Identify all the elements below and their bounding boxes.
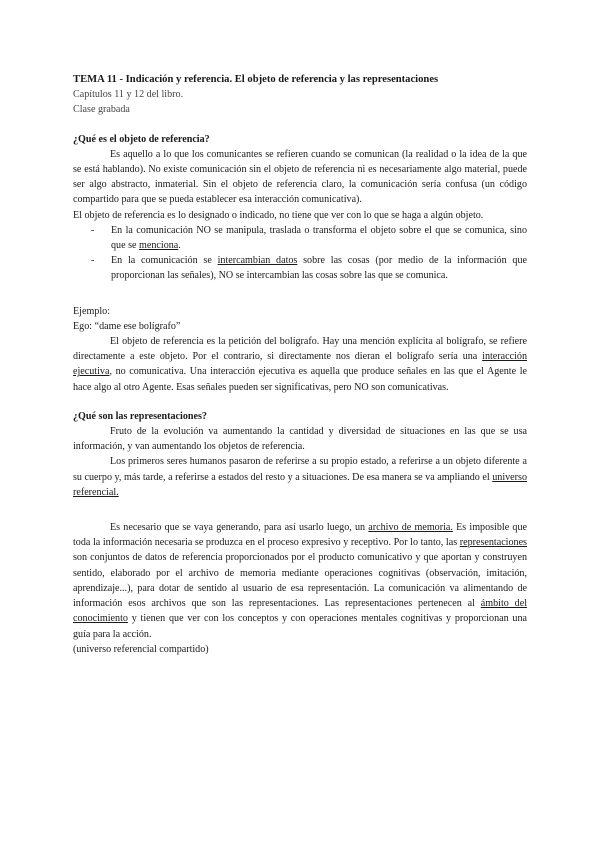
list-item: - En la comunicación NO se manipula, traslada o transforma el objeto sobre el que se comunica, sino que se menciona. [91, 224, 527, 252]
paragraph: Los primeros seres humanos pasaron de referirse a su propio estado, a referirse a un objeto diferente a su cuerpo y, más tarde, a referirse a estados del resto y a situaciones. De esa manera se va ampliando el universo referencial. [73, 456, 527, 498]
section-heading-representations: ¿Qué son las representaciones? [73, 410, 207, 422]
recorded-note: Clase grabada [73, 104, 130, 116]
example-ego: Ego: “dame ese bolígrafo” [73, 320, 181, 332]
underlined-term: intercambian datos [217, 255, 298, 267]
example-label: Ejemplo: [73, 305, 111, 317]
dash-bullet: - [91, 255, 95, 267]
underlined-term: ámbito del conocimiento [73, 598, 528, 625]
paragraph: El objeto de referencia es la petición del bolígrafo. Hay una mención explícita al bolígrafo, se refiere directamente a este objeto. Por el contrario, si directamente nos dieran el bolígrafo sería una interacción ejecutiva, no comunicativa. Una interacción ejecutiva es aquella que produce señales en las que el Agente le hace algo al otro Agente. Esas señales pueden ser significativas, pero NO son comunicativas. [73, 336, 527, 393]
underlined-term: representaciones [459, 537, 527, 549]
closing-note: (universo referencial compartido) [73, 643, 209, 655]
document-body [73, 72, 527, 657]
document-title: TEMA 11 - Indicación y referencia. El objeto de referencia y las representaciones [73, 74, 439, 85]
dash-bullet: - [91, 224, 95, 236]
paragraph: Es necesario que se vaya generando, para así usarlo luego, un archivo de memoria. Es imposible que toda la información necesaria se produzca en el proceso expresivo y receptivo. Por lo tanto, las representaciones son conjuntos de datos de referencia proporcionados por el producto comunicativo y que aportan y construyen sentido, elaborado por el archivo de memoria mediante operaciones cognitivas (observación, imitación, aprendizaje...), para dotar de sentido al usuario de esa representación. La comunicación va alimentando de información esos archivos que son las representaciones. Las representaciones pertenecen al ámbito del conocimiento y tienen que ver con los conceptos y con operaciones mentales cognitivas y proporcionan una guía para la acción. [73, 522, 528, 640]
underlined-term: menciona [139, 240, 179, 252]
paragraph: Es aquello a lo que los comunicantes se refieren cuando se comunican (la realidad o la idea de la que se está hablando). No existe comunicación sin el objeto de referencia ni es necesariamente algo material, puede ser algo abstracto, inmaterial. Sin el objeto de referencia claro, la comunicación sería confusa (un código compartido para que se pueda establecer esa interacción comunicativa). [73, 148, 527, 206]
paragraph: Fruto de la evolución va aumentando la cantidad y diversidad de situaciones en las que se usa información, y van aumentando los objetos de referencia. [73, 426, 527, 453]
underlined-term: archivo de memoria. [368, 522, 453, 534]
chapters-note: Capítulos 11 y 12 del libro. [73, 89, 184, 101]
spacer [73, 284, 527, 304]
underlined-term: universo referencial. [73, 471, 527, 498]
section-heading-reference-object: ¿Qué es el objeto de referencia? [73, 133, 210, 145]
paragraph: El objeto de referencia es lo designado o indicado, no tiene que ver con lo que se haga a algún objeto. [73, 209, 484, 221]
underlined-term: interacción ejecutiva [73, 351, 527, 378]
list-item: - En la comunicación se intercambian datos sobre las cosas (por medio de la información que proporcionan las señales), NO se intercambian las cosas sobre las que se comunica. [91, 255, 527, 282]
bullet-list [73, 223, 527, 284]
spacer [73, 500, 527, 520]
